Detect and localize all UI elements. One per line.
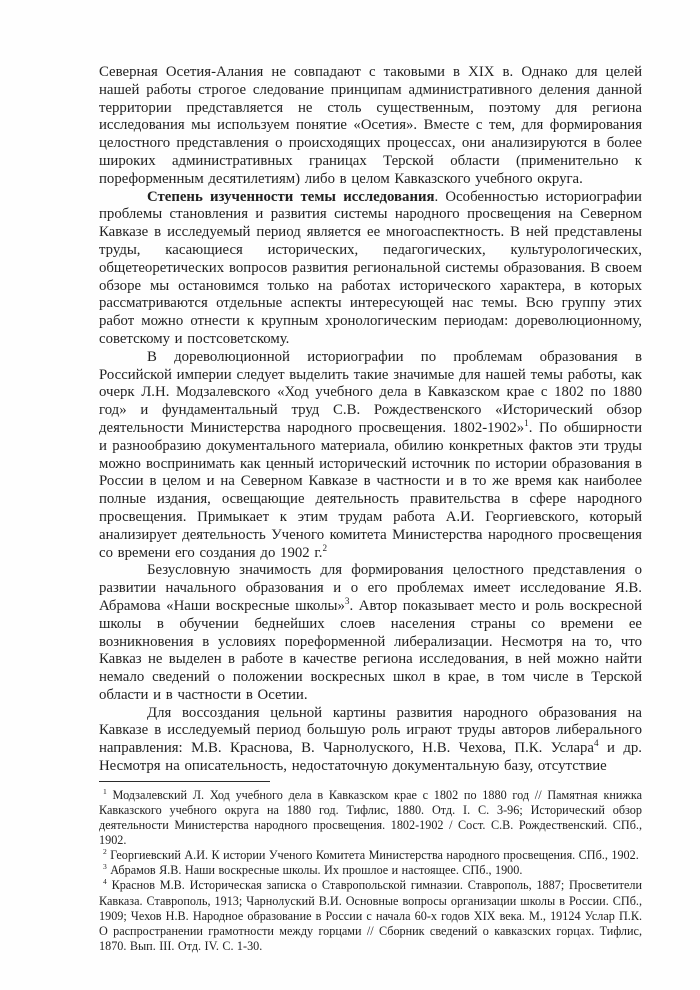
footnote-marker: 1 (103, 786, 107, 796)
paragraph (99, 64, 642, 189)
paragraph (99, 189, 642, 349)
paragraph (99, 349, 642, 563)
footnote-text: Георгиевский А.И. К истории Ученого Комитета Министерства народного просвещения. СПб., 1902. (106, 848, 639, 863)
footnote-text: Модзалевский Л. Ход учебного дела в Кавказском крае с 1802 по 1880 год // Памятная книжка Кавказского учебного округа на 1880 год. Тифлис, 1880. Отд. I. С. 3-96; Исторический обзор деятельности Министерства народного просвещения. 1802-1902 / Сост. С.В. Рождественский. СПб., 1902. (99, 787, 642, 848)
paragraph (99, 705, 642, 776)
footnote (99, 788, 642, 848)
footnote-marker: 4 (103, 877, 107, 887)
text-run: В дореволюционной историографии по проблемам образования в Российской империи следует выделить такие значимые для нашей темы работы, как очерк Л.Н. Модзалевского «Ход учебного дела в Кавказском крае с 1802 по 1880 год» и фундаментальный труд С.В. Рождественского «Исторический обзор деятельности Министерства народного просвещения. 1802-1902» (99, 348, 642, 436)
footnote-text: Абрамов Я.В. Наши воскресные школы. Их прошлое и настоящее. СПб., 1900. (106, 863, 523, 878)
footnote-marker: 3 (103, 862, 107, 872)
footnote (99, 848, 642, 863)
text-run: Безусловную значимость для формирования целостного представления о развитии начального образования и о его проблемах имеет исследование Я.В. Абрамова «Наши воскресные школы» (99, 562, 642, 614)
text-run: Для воссоздания цельной картины развития народного образования на Кавказе в исследуемый период большую роль играют труды авторов либерального направления: М.В. Краснова, В. Чарнолуского, Н.В. Чехова, П.К. Услара (99, 704, 642, 757)
footnote-ref: 1 (524, 418, 529, 429)
section-heading: Степень изученности темы исследования (147, 188, 435, 205)
footnote-ref: 4 (594, 738, 599, 749)
footnote-separator (99, 781, 270, 782)
text-run: . По обширности и разнообразию документального материала, обилию конкретных фактов эти труды можно воспринимать как ценный исторический источник по истории образования в России в целом и на Северном Кавказе в частности и в то же время как наиболее полные издания, освещающие деятельность правительства в сфере народного просвещения. Примыкает к этим трудам работа А.И. Георгиевского, который анализирует деятельность Ученого комитета Министерства народного просвещения со времени его создания до 1902 г. (99, 419, 642, 561)
footnote (99, 863, 642, 878)
text-run: . Особенностью историографии проблемы становления и развития системы народного просвещения на Северном Кавказе в исследуемый период является ее многоаспектность. В ней представлены труды, касающиеся исторических, педагогических, культурологических, общетеоретических вопросов развития региональной системы образования. В своем обзоре мы остановимся только на работах исторического характера, в которых рассматриваются отдельные аспекты интересующей нас темы. Всю группу этих работ можно отнести к крупным хронологическим периодам: дореволюционному, советскому и постсоветскому. (99, 188, 642, 347)
text-run: Северная Осетия-Алания не совпадают с таковыми в XIX в. Однако для целей нашей работы строгое следование принципам административного деления данной территории представляется не столь существенным, поэтому для региона исследования мы используем понятие «Осетия». Вместе с тем, для формирования целостного представления о происходящих процессах, они анализируются в более широких административных границах Терской области (применительно к пореформенным десятилетиям) либо в целом Кавказского учебного округа. (99, 64, 642, 187)
footnote-text: Краснов М.В. Историческая записка о Ставропольской гимназии. Ставрополь, 1887; Просветители Кавказа. Ставрополь, 1913; Чарнолуский В.И. Основные вопросы организации школы в России. СПб., 1909; Чехов Н.В. Народное образование в России с начала 60-х годов XIX века. М., 19124 Услар П.К. О распространении грамотности между горцами // Сборник сведений о кавказских горцах. Тифлис, 1870. Вып. III. Отд. IV. С. 1-30. (99, 878, 642, 953)
text-run: и др. Несмотря на описательность, недостаточную документальную базу, отсутствие (99, 740, 642, 775)
text-run: . Автор показывает место и роль воскресной школы в обучении беднейших слоев населения страны со времени ее возникновения в условиях пореформенной либерализации. Несмотря на то, что Кавказ не выделен в работе в качестве региона исследования, в ней можно найти немало сведений о положении воскресных школ в крае, в том числе в Терской области и в частности в Осетии. (99, 597, 642, 703)
body-text (99, 64, 642, 776)
footnotes (99, 788, 642, 954)
footnote-marker: 2 (103, 847, 107, 857)
paragraph (99, 562, 642, 704)
footnote-ref: 3 (344, 595, 350, 606)
footnote-ref: 2 (322, 542, 328, 553)
footnote (99, 878, 642, 953)
